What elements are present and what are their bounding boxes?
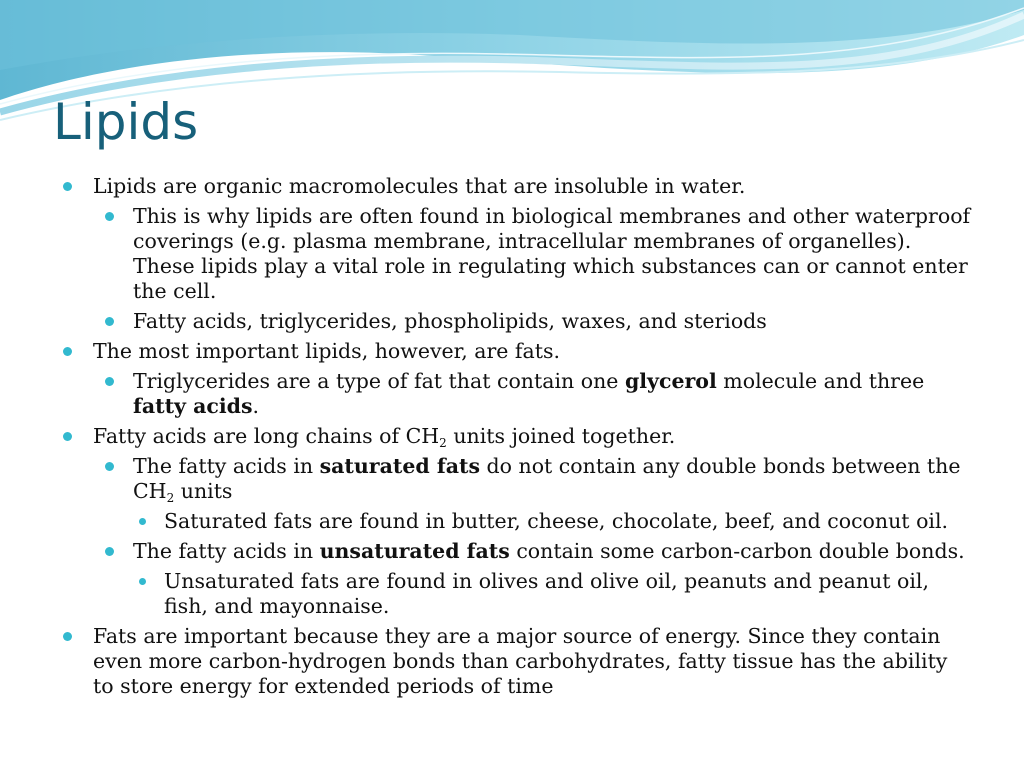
bullet-item-level1	[93, 174, 973, 199]
bullet-icon	[105, 462, 114, 471]
bullet-item-level2	[133, 369, 973, 419]
bullet-icon	[139, 518, 146, 525]
bullet-text	[133, 454, 973, 504]
bold-term-glycerol: glycerol	[624, 369, 717, 393]
text-run: molecule and three	[716, 369, 925, 393]
slide-title: Lipids	[53, 93, 199, 151]
bullet-list	[0, 174, 1024, 699]
text-run: .	[252, 394, 260, 418]
text-run: units joined together.	[446, 424, 676, 448]
bullet-text	[93, 424, 973, 449]
text-run: The fatty acids in	[133, 539, 320, 563]
bullet-icon	[105, 547, 114, 556]
bullet-text: Lipids are organic macromolecules that are insoluble in water.	[93, 174, 746, 198]
text-run: Fatty acids are long chains of CH	[93, 424, 440, 448]
bold-term-unsaturated-fats: unsaturated fats	[319, 539, 510, 563]
bullet-icon	[63, 182, 72, 191]
bullet-item-level1	[93, 339, 973, 364]
bullet-item-level1	[93, 624, 973, 699]
subscript: 2	[166, 491, 175, 505]
bullet-text: Fats are important because they are a major source of energy. Since they contain even more carbon-hydrogen bonds than carbohydrates, fatty tissue has the ability to store energy for extended periods of time	[93, 624, 948, 698]
bullet-item-level3	[164, 569, 964, 619]
bullet-text: Fatty acids, triglycerides, phospholipids, waxes, and steriods	[133, 309, 767, 333]
bullet-text: Unsaturated fats are found in olives and olive oil, peanuts and peanut oil, fish, and mayonnaise.	[164, 569, 929, 618]
bullet-item-level1	[93, 424, 973, 449]
bullet-text	[133, 539, 973, 564]
text-run: do not contain any double bonds between the CH	[133, 454, 961, 503]
bullet-icon	[105, 377, 114, 386]
bullet-icon	[63, 347, 72, 356]
bullet-item-level2	[133, 454, 973, 504]
bullet-icon	[139, 578, 146, 585]
bullet-icon	[105, 317, 114, 326]
bullet-item-level2	[133, 309, 973, 334]
bold-term-fatty-acids: fatty acids	[133, 394, 253, 418]
text-run: The fatty acids in	[133, 454, 320, 478]
subscript: 2	[439, 436, 447, 450]
bullet-text	[133, 369, 973, 419]
bullet-item-level3	[164, 509, 964, 534]
bullet-icon	[63, 432, 72, 441]
bullet-item-level2	[133, 204, 973, 304]
bullet-item-level2	[133, 539, 973, 564]
text-run: contain some carbon-carbon double bonds.	[509, 539, 965, 563]
bullet-icon	[63, 632, 72, 641]
bullet-icon	[105, 212, 114, 221]
bullet-text: This is why lipids are often found in biological membranes and other waterproof coverings (e.g. plasma membrane, intracellular membranes of organelles). These lipids play a vital role in regulating which substances can or cannot enter the cell.	[133, 204, 971, 303]
text-run: Triglycerides are a type of fat that contain one	[133, 369, 625, 393]
text-run: units	[174, 479, 233, 503]
bullet-text: The most important lipids, however, are fats.	[93, 339, 560, 363]
bold-term-saturated-fats: saturated fats	[319, 454, 480, 478]
bullet-text: Saturated fats are found in butter, cheese, chocolate, beef, and coconut oil.	[164, 509, 949, 533]
